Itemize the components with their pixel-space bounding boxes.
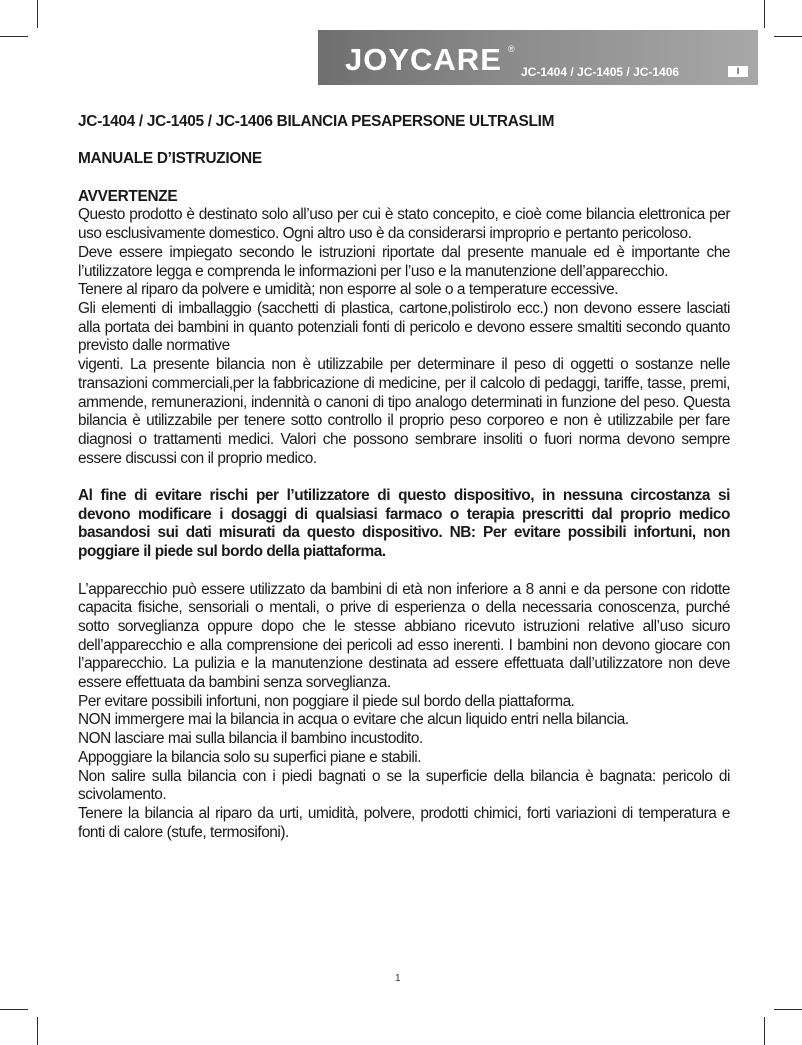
crop-mark — [37, 1017, 38, 1045]
crop-mark — [764, 0, 765, 28]
model-numbers: JC-1404 / JC-1405 / JC-1406 — [521, 65, 680, 79]
document-title: JC-1404 / JC-1405 / JC-1406 BILANCIA PESAPERSONE ULTRASLIM — [78, 113, 555, 130]
paragraph: L’apparecchio può essere utilizzato da bambini di età non inferiore a 8 anni e da persone con ridotte capacita fisiche, sensoriali o mentali, o prive di esperienza o della necessaria conoscenza, purché sotto sorveglianza oppure dopo che le stesse abbiano ricevuto istruzioni relative all’uso sicuro dell’apparecchio e alla comprensione dei pericoli ad esso inerenti. I bambini non devono giocare con l’apparecchio. La pulizia e la manutenzione destinata ad essere effettuata dall’utilizzatore non deve essere effettuata da bambini senza sorveglianza. — [78, 580, 730, 692]
warnings-heading: AVVERTENZE — [78, 187, 178, 205]
crop-mark — [0, 36, 28, 37]
paragraph: Tenere la bilancia al riparo da urti, umidità, polvere, prodotti chimici, forti variazioni di temperatura e fonti di calore (stufe, termosifoni). — [78, 804, 730, 841]
paragraph: vigenti. La presente bilancia non è utilizzabile per determinare il peso di oggetti o sostanze nelle transazioni commerciali,per la fabbricazione di medicine, per il calcolo di pedaggi, tariffe, tasse, premi, ammende, remunerazioni, indennità o canoni di tipo analogo determinati in funzione del peso. Questa bilancia è utilizzabile per tenere sotto controllo il proprio peso corporeo e non è utilizzabile per fare diagnosi o trattamenti medici. Valori che possono sembrare insoliti o fuori norma devono sempre essere discussi con il proprio medico. — [78, 356, 730, 467]
registered-mark: ® — [508, 44, 515, 54]
paragraph: Tenere al riparo da polvere e umidità; non esporre al sole o a temperature eccessive. — [78, 281, 619, 299]
paragraph: Questo prodotto è destinato solo all’uso per cui è stato concepito, e cioè come bilancia elettronica per uso esclusivamente domestico. Ogni altro uso è da considerarsi improprio e pertanto pericoloso. — [78, 206, 730, 243]
paragraph: Gli elementi di imballaggio (sacchetti di plastica, cartone,polistirolo ecc.) non devono essere lasciati alla portata dei bambini in quanto potenziali fonti di pericolo e devono essere smaltiti secondo quanto previsto dalle normative — [78, 300, 730, 355]
brand-logo: JOYCARE — [345, 42, 502, 77]
document-body — [78, 113, 730, 842]
crop-mark — [37, 0, 38, 28]
paragraph: Deve essere impiegato secondo le istruzioni riportate dal presente manuale ed è importante che l’utilizzatore legga e comprenda le informazioni per l’uso e la manutenzione dell’apparecchio. — [78, 243, 730, 280]
paragraph: Per evitare possibili infortuni, non poggiare il piede sul bordo della piattaforma. — [78, 692, 575, 710]
paragraph: NON immergere mai la bilancia in acqua o evitare che alcun liquido entri nella bilancia. — [78, 711, 629, 729]
crop-mark — [774, 36, 802, 37]
crop-mark — [774, 1009, 802, 1010]
document-subtitle: MANUALE D’ISTRUZIONE — [78, 150, 262, 168]
crop-mark — [764, 1017, 765, 1045]
crop-mark — [0, 1009, 28, 1010]
page-number: 1 — [395, 973, 401, 984]
bold-warning-paragraph: Al fine di evitare rischi per l’utilizzatore di questo dispositivo, in nessuna circostanza si devono modificare i dosaggi di qualsiasi farmaco o terapia prescritti dal proprio medico basandosi sui dati misurati da questo dispositivo. NB: Per evitare possibili infortuni, non poggiare il piede sul bordo della piattaforma. — [78, 487, 730, 561]
paragraph: NON lasciare mai sulla bilancia il bambino incustodito. — [78, 730, 423, 748]
language-badge: I — [728, 66, 748, 77]
paragraph: Non salire sulla bilancia con i piedi bagnati o se la superficie della bilancia è bagnata: pericolo di scivolamento. — [78, 767, 730, 804]
paragraph: Appoggiare la bilancia solo su superfici piane e stabili. — [78, 748, 422, 766]
